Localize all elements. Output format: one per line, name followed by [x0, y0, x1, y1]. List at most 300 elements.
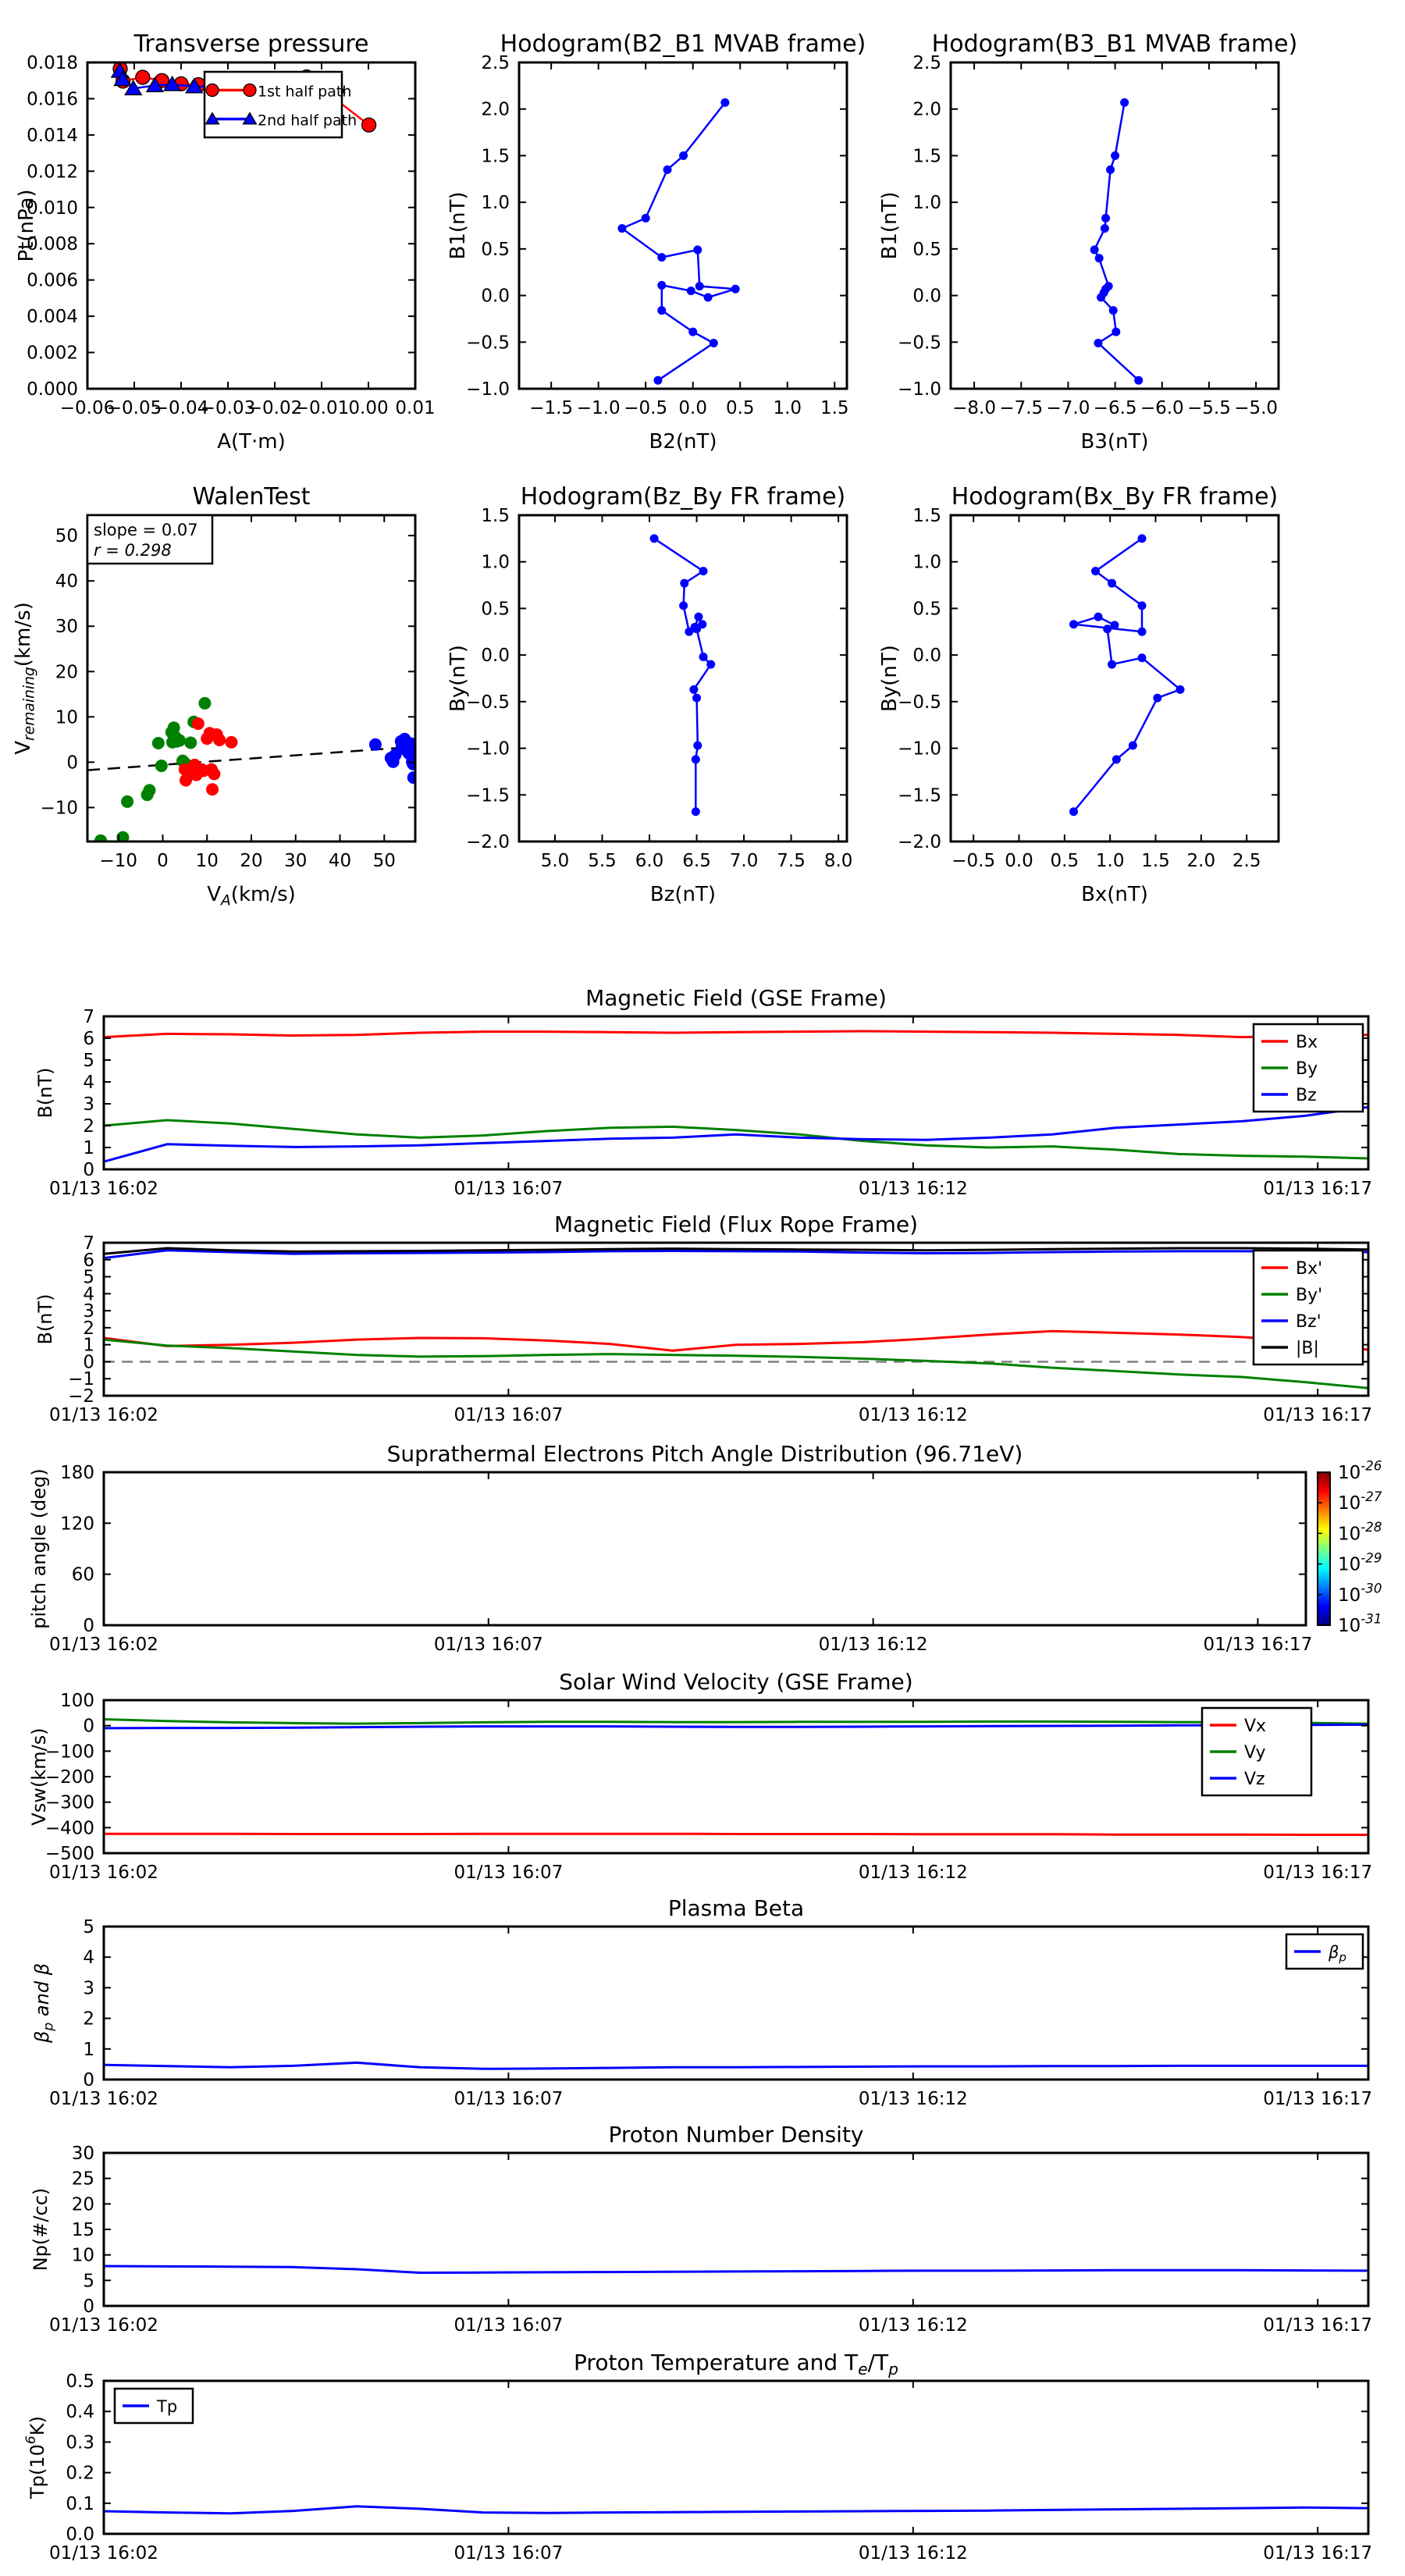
x-tick-label: 01/13 16:07	[454, 1863, 564, 1883]
y-tick-label: 50	[55, 526, 78, 547]
data-point-marker	[173, 735, 186, 747]
chart-title: Proton Number Density	[608, 2122, 864, 2147]
y-tick-label: 0	[83, 2070, 94, 2090]
x-tick-label: −0.06	[59, 398, 116, 418]
x-tick-label: 6.5	[682, 851, 711, 871]
data-point-marker	[1109, 306, 1118, 315]
y-tick-label: 15	[71, 2220, 94, 2240]
data-point-marker	[198, 697, 211, 710]
series-Vy	[104, 1720, 1368, 1724]
x-tick-label: 01/13 16:02	[49, 1863, 158, 1883]
series-boundary	[369, 733, 422, 784]
panel-hodogram-bx-by	[878, 483, 1279, 906]
data-point-marker	[699, 653, 708, 661]
legend-label: By'	[1296, 1286, 1323, 1305]
y-tick-label: 30	[55, 617, 78, 638]
y-tick-label: −200	[44, 1767, 94, 1788]
data-point-marker	[1153, 694, 1161, 703]
y-tick-label: 1.0	[481, 552, 510, 573]
data-point-marker	[1112, 755, 1121, 763]
x-tick-label: 01/13 16:17	[1263, 1405, 1373, 1425]
data-point-marker	[1091, 567, 1100, 575]
legend	[1286, 1934, 1363, 1969]
y-tick-label: 1	[83, 2039, 94, 2060]
axis-y-label: Vsw(km/s)	[28, 1727, 50, 1826]
panel-walen-test	[12, 483, 422, 909]
x-tick-label: 01/13 16:07	[454, 2089, 564, 2109]
legend-label: $\beta_p$	[1329, 1943, 1346, 1965]
x-tick-label: −5.0	[1234, 398, 1279, 418]
y-tick-label: 1.0	[481, 193, 510, 214]
panel-solar-wind-velocity	[28, 1669, 1372, 1883]
legend	[1254, 1024, 1363, 1112]
data-point-marker	[1129, 741, 1137, 749]
series-By	[104, 1120, 1368, 1158]
x-tick-label: −1.5	[529, 398, 574, 418]
data-point-marker	[653, 376, 662, 385]
legend-label: Vz	[1244, 1770, 1265, 1789]
y-tick-label: 5	[83, 1051, 94, 1071]
data-point-marker	[617, 224, 626, 233]
axis-x-label: A(T·m)	[217, 430, 286, 454]
y-tick-label: −2	[68, 1386, 94, 1407]
y-tick-label: 0.002	[27, 343, 78, 364]
colorbar	[1318, 1459, 1382, 1636]
x-tick-label: −6.5	[1093, 398, 1137, 418]
x-tick-label: 01/13 16:12	[858, 2543, 968, 2564]
y-tick-label: 0.018	[27, 53, 78, 73]
y-tick-label: 5	[83, 1917, 94, 1937]
data-point-marker	[1111, 151, 1119, 160]
data-point-marker	[407, 758, 419, 770]
data-point-marker	[369, 738, 382, 751]
data-point-marker	[1101, 214, 1110, 222]
legend-label: Tp	[157, 2397, 178, 2416]
legend-label: Bz'	[1296, 1312, 1321, 1332]
series-B2-B1 path	[617, 98, 739, 385]
x-tick-label: 0.01	[395, 398, 436, 418]
x-tick-label: 7.5	[777, 851, 806, 871]
y-tick-label: 0.0	[481, 646, 510, 667]
data-point-marker	[657, 281, 666, 290]
y-tick-label: −300	[44, 1792, 94, 1813]
x-tick-label: −8.0	[952, 398, 997, 418]
colorbar-tick-label: $10^{-30}$	[1338, 1581, 1382, 1606]
x-tick-label: 01/13 16:07	[454, 2315, 564, 2336]
data-point-marker	[206, 84, 219, 97]
legend-label: Vy	[1244, 1743, 1266, 1763]
series-Bx	[104, 1031, 1368, 1037]
x-tick-label: 01/13 16:17	[1203, 1635, 1313, 1655]
chart-title: Magnetic Field (GSE Frame)	[585, 985, 887, 1011]
y-tick-label: −1	[68, 1369, 94, 1390]
chart-title: Proton Temperature and $T_e/T_p$	[574, 2350, 898, 2379]
data-point-marker	[1120, 98, 1129, 107]
data-point-marker	[143, 784, 155, 796]
y-tick-label: 100	[60, 1691, 94, 1711]
series-Np	[104, 2266, 1368, 2273]
panel-transverse-pressure	[15, 30, 436, 454]
axis-y-label: $\beta_p$ and β	[31, 1962, 57, 2044]
x-tick-label: 2.0	[1186, 851, 1216, 871]
data-point-marker	[642, 214, 650, 222]
data-point-marker	[679, 601, 688, 610]
series-Bx'	[104, 1331, 1368, 1350]
y-tick-label: 1.5	[912, 506, 941, 526]
data-point-marker	[407, 771, 420, 784]
y-tick-label: −2.0	[898, 832, 941, 852]
series-beta_p	[104, 2062, 1368, 2069]
x-tick-label: 20	[240, 851, 263, 871]
y-tick-label: −1.0	[466, 379, 510, 400]
y-tick-label: −400	[44, 1818, 94, 1839]
plot-area	[650, 534, 716, 816]
y-tick-label: 0	[83, 1616, 94, 1636]
y-tick-label: 3	[83, 1301, 94, 1322]
x-tick-label: 30	[284, 851, 308, 871]
x-tick-label: 01/13 16:12	[858, 1405, 968, 1425]
y-tick-label: 25	[71, 2169, 94, 2190]
data-point-marker	[1138, 653, 1147, 662]
y-tick-label: 2.0	[912, 99, 941, 120]
colorbar-tick-label: $10^{-31}$	[1338, 1611, 1382, 1636]
series-second-half	[179, 717, 238, 795]
y-tick-label: 7	[83, 1007, 94, 1027]
axis-y-label: $Tp(10^6K)$	[23, 2416, 48, 2499]
x-tick-label: 5.5	[588, 851, 617, 871]
y-tick-label: 0.0	[912, 646, 941, 667]
data-point-marker	[206, 783, 219, 795]
data-point-marker	[706, 660, 715, 669]
chart-title: Suprathermal Electrons Pitch Angle Distribution (96.71eV)	[386, 1441, 1023, 1467]
y-tick-label: 0.5	[912, 239, 941, 260]
chart-title: Plasma Beta	[667, 1895, 805, 1921]
x-tick-label: 0.0	[1005, 851, 1033, 871]
panel-hodogram-bz-by	[446, 483, 852, 906]
y-tick-label: −0.5	[898, 333, 941, 354]
y-tick-label: 0.0	[66, 2524, 94, 2545]
y-tick-label: 4	[83, 1284, 94, 1305]
y-tick-label: −0.5	[466, 333, 510, 354]
x-tick-label: 01/13 16:02	[49, 2089, 158, 2109]
axes-spines	[519, 515, 847, 841]
chart-title: Transverse pressure	[133, 30, 369, 58]
y-tick-label: 0.3	[66, 2432, 94, 2453]
y-tick-label: 0	[66, 753, 78, 774]
y-tick-label: 0	[83, 2297, 94, 2317]
y-tick-label: 0.5	[481, 599, 510, 620]
y-tick-label: −1.0	[466, 738, 510, 760]
series-Vz	[104, 1724, 1368, 1728]
panel-proton-number-density	[30, 2122, 1372, 2336]
data-point-marker	[694, 613, 702, 621]
x-tick-label: −0.01	[293, 398, 350, 418]
x-tick-label: 01/13 16:17	[1263, 2315, 1373, 2336]
axes-spines	[951, 62, 1279, 389]
series-B3-B1 path	[1090, 98, 1144, 385]
y-tick-label: 180	[60, 1463, 94, 1483]
panel-pitch-angle-distribution	[28, 1441, 1382, 1655]
x-tick-label: −0.02	[247, 398, 303, 418]
data-point-marker	[692, 624, 701, 633]
x-tick-label: 0	[157, 851, 169, 871]
y-tick-label: 1.0	[912, 193, 941, 214]
data-point-marker	[1094, 613, 1103, 621]
x-tick-label: 01/13 16:07	[454, 2543, 564, 2564]
panel-magnetic-field-flux-rope	[34, 1212, 1372, 1425]
plot-area	[104, 2062, 1368, 2069]
data-point-marker	[1176, 685, 1185, 694]
x-tick-label: −6.0	[1140, 398, 1184, 418]
y-tick-label: 1.5	[481, 506, 510, 526]
legend-label: 1st half path	[258, 83, 352, 101]
axis-x-label: $V_A(km/s)$	[207, 883, 296, 909]
x-tick-label: 01/13 16:12	[858, 2315, 968, 2336]
y-tick-label: 1	[83, 1335, 94, 1356]
data-point-marker	[136, 70, 150, 84]
data-point-marker	[657, 253, 666, 262]
y-tick-label: 1.0	[912, 552, 941, 573]
data-point-marker	[121, 795, 133, 808]
data-point-marker	[1069, 807, 1078, 816]
y-tick-label: 4	[83, 1073, 94, 1093]
x-tick-label: 01/13 16:17	[1263, 1863, 1373, 1883]
y-tick-label: −2.0	[466, 832, 510, 852]
y-tick-label: 5	[83, 1267, 94, 1288]
data-point-marker	[152, 737, 165, 749]
x-tick-label: −10	[99, 851, 138, 871]
data-point-marker	[679, 151, 688, 160]
y-tick-label: 0.5	[912, 599, 941, 620]
y-tick-label: −1.5	[466, 785, 510, 806]
data-point-marker	[1138, 601, 1147, 610]
trend-line	[87, 747, 415, 770]
y-tick-label: 0.010	[27, 197, 78, 219]
y-tick-label: −1.0	[898, 379, 941, 400]
y-tick-label: 0	[83, 1716, 94, 1737]
data-point-marker	[1138, 534, 1147, 543]
data-point-marker	[1101, 224, 1109, 233]
axes-spines	[104, 2153, 1368, 2306]
panel-magnetic-field-gse	[34, 985, 1372, 1199]
series-Tp	[104, 2507, 1368, 2514]
data-point-marker	[693, 246, 702, 254]
series-By'	[104, 1340, 1368, 1388]
y-tick-label: 0.4	[66, 2402, 94, 2423]
x-tick-label: 01/13 16:02	[49, 1405, 158, 1425]
x-tick-label: 01/13 16:07	[433, 1635, 543, 1655]
data-point-marker	[1090, 246, 1099, 254]
axes-spines	[519, 62, 847, 389]
data-point-marker	[208, 767, 220, 780]
x-tick-label: −7.0	[1046, 398, 1090, 418]
x-tick-label: 01/13 16:12	[858, 1179, 968, 1199]
y-tick-label: −100	[44, 1742, 94, 1763]
x-tick-label: 01/13 16:02	[49, 2543, 158, 2564]
plot-area	[104, 1031, 1368, 1162]
data-point-marker	[689, 685, 698, 694]
x-tick-label: 01/13 16:12	[818, 1635, 928, 1655]
data-point-marker	[663, 165, 672, 174]
x-tick-label: 1.0	[773, 398, 802, 418]
chart-title: WalenTest	[192, 483, 311, 511]
data-point-marker	[1108, 660, 1116, 669]
data-point-marker	[657, 306, 666, 315]
series-Bx-By path	[1069, 534, 1185, 816]
axes-spines	[104, 1927, 1368, 2080]
data-point-marker	[650, 534, 659, 543]
colorbar-tick-label: $10^{-27}$	[1338, 1489, 1382, 1514]
y-tick-label: −0.5	[898, 692, 941, 713]
y-tick-label: 7	[83, 1233, 94, 1254]
x-tick-label: 01/13 16:02	[49, 1635, 158, 1655]
data-point-marker	[1094, 339, 1102, 347]
plot-area	[104, 2507, 1368, 2514]
y-tick-label: 6	[83, 1029, 94, 1049]
data-point-marker	[192, 717, 205, 730]
data-point-marker	[710, 339, 718, 347]
data-point-marker	[244, 84, 256, 97]
data-point-marker	[1106, 165, 1115, 174]
axis-y-label: Pt(nPa)	[15, 189, 38, 262]
y-tick-label: 2	[83, 1318, 94, 1339]
plot-area	[1069, 534, 1185, 816]
axis-y-label: B1(nT)	[878, 191, 902, 260]
data-point-marker	[1103, 624, 1112, 633]
axes-spines	[104, 1472, 1306, 1625]
y-tick-label: 3	[83, 1978, 94, 1999]
y-tick-label: 0.006	[27, 270, 78, 291]
y-tick-label: 120	[60, 1514, 94, 1535]
x-tick-label: 01/13 16:12	[858, 2089, 968, 2109]
data-point-marker	[1111, 621, 1119, 629]
x-tick-label: −0.03	[200, 398, 256, 418]
x-tick-label: 01/13 16:02	[49, 1179, 158, 1199]
data-point-marker	[704, 293, 713, 301]
annotation-text: slope = 0.07	[94, 521, 198, 539]
x-tick-label: 01/13 16:07	[454, 1405, 564, 1425]
plot-area	[104, 1720, 1368, 1835]
plot-area	[104, 1248, 1368, 1388]
plot-area	[104, 2266, 1368, 2273]
y-tick-label: 40	[55, 571, 78, 592]
x-tick-label: 01/13 16:17	[1263, 2543, 1373, 2564]
y-tick-label: 0.014	[27, 125, 78, 146]
x-tick-label: −0.5	[624, 398, 668, 418]
axis-y-label: $V_{remaining}(km/s)$	[12, 602, 38, 755]
y-tick-label: 60	[71, 1564, 94, 1585]
y-tick-label: 0.5	[481, 239, 510, 260]
x-tick-label: 01/13 16:12	[858, 1863, 968, 1883]
y-tick-label: 3	[83, 1094, 94, 1115]
y-tick-label: 2.5	[912, 53, 941, 73]
series-Bz-By path	[650, 534, 716, 816]
data-point-marker	[1112, 328, 1120, 336]
legend-label: By	[1296, 1059, 1318, 1079]
x-tick-label: 01/13 16:07	[454, 1179, 564, 1199]
x-tick-label: 01/13 16:02	[49, 2315, 158, 2336]
x-tick-label: −0.05	[106, 398, 162, 418]
legend-label: |B|	[1296, 1339, 1319, 1358]
panel-hodogram-b3-b1	[878, 30, 1297, 454]
data-point-marker	[731, 285, 740, 294]
y-tick-label: 10	[71, 2245, 94, 2266]
y-tick-label: 1	[83, 1138, 94, 1158]
y-tick-label: 0.0	[481, 286, 510, 307]
x-tick-label: 2.5	[1232, 851, 1261, 871]
axis-x-label: B3(nT)	[1080, 430, 1149, 454]
colorbar-tick-label: $10^{-28}$	[1338, 1520, 1382, 1545]
y-tick-label: 0.000	[27, 379, 78, 400]
x-tick-label: 10	[195, 851, 219, 871]
x-tick-label: 0.5	[725, 398, 755, 418]
data-point-marker	[1095, 254, 1104, 262]
axis-y-label: By(nT)	[446, 645, 470, 712]
x-tick-label: 0.0	[678, 398, 707, 418]
y-tick-label: 0.008	[27, 234, 78, 255]
x-tick-label: 1.5	[820, 398, 849, 418]
y-tick-label: 0.2	[66, 2463, 94, 2484]
y-tick-label: 0.1	[66, 2493, 94, 2514]
data-point-marker	[720, 98, 729, 107]
x-tick-label: 01/13 16:17	[1263, 1179, 1373, 1199]
y-tick-label: 1.5	[912, 146, 941, 167]
data-point-marker	[687, 286, 695, 295]
y-tick-label: 4	[83, 1948, 94, 1969]
y-tick-label: −500	[44, 1844, 94, 1864]
y-tick-label: −10	[40, 798, 78, 819]
data-point-marker	[1069, 620, 1078, 628]
x-tick-label: −0.04	[153, 398, 209, 418]
legend	[205, 72, 357, 137]
y-tick-label: −1.5	[898, 785, 941, 806]
data-point-marker	[1138, 628, 1147, 636]
data-point-marker	[692, 694, 701, 703]
legend	[1202, 1708, 1311, 1795]
y-tick-label: 6	[83, 1250, 94, 1271]
x-tick-label: −0.5	[951, 851, 996, 871]
axis-y-label: By(nT)	[878, 645, 902, 712]
x-tick-label: 40	[328, 851, 352, 871]
x-tick-label: 0.00	[348, 398, 389, 418]
y-tick-label: 20	[55, 662, 78, 683]
x-tick-label: 01/13 16:17	[1263, 2089, 1373, 2109]
axis-y-label: pitch angle (deg)	[28, 1468, 50, 1629]
y-tick-label: 0	[83, 1160, 94, 1180]
y-tick-label: 0.016	[27, 89, 78, 110]
legend-label: Bx	[1296, 1033, 1318, 1052]
x-tick-label: 7.0	[729, 851, 759, 871]
panel-hodogram-b2-b1	[446, 30, 866, 454]
y-tick-label: 2.0	[481, 99, 510, 120]
chart-title: Hodogram(B2_B1 MVAB frame)	[500, 30, 866, 58]
axis-y-label: B1(nT)	[446, 191, 470, 260]
x-tick-label: 8.0	[823, 851, 853, 871]
data-point-marker	[213, 734, 226, 746]
x-tick-label: 6.0	[635, 851, 664, 871]
plot-area	[1090, 98, 1144, 385]
legend	[1254, 1251, 1363, 1364]
data-point-marker	[225, 736, 237, 749]
axes-spines	[951, 515, 1279, 841]
y-tick-label: −0.5	[466, 692, 510, 713]
axis-x-label: B2(nT)	[649, 430, 717, 454]
plot-area	[87, 697, 422, 847]
colorbar-tick-label: $10^{-29}$	[1338, 1550, 1382, 1575]
legend-label: Vx	[1244, 1717, 1267, 1736]
data-point-marker	[1108, 579, 1116, 588]
legend-label: Bx'	[1296, 1259, 1323, 1279]
